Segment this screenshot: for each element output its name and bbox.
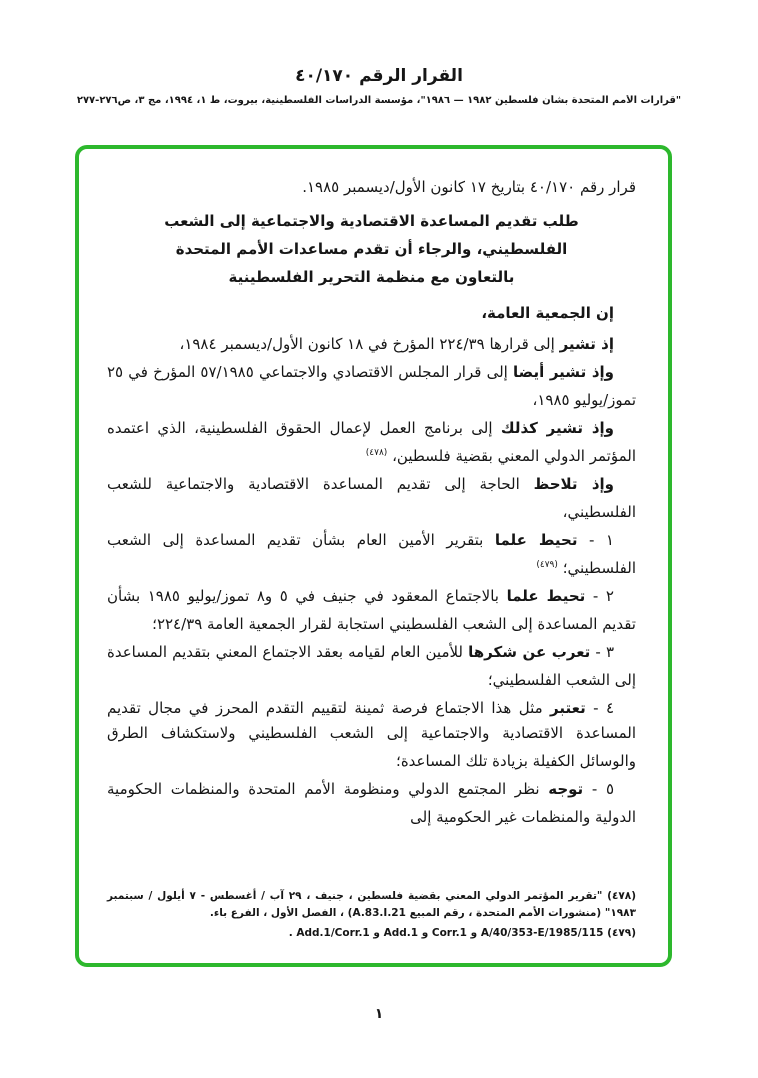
footnote-ref: (٤٧٨)	[365, 448, 388, 458]
paragraph-number: ٢ -	[585, 587, 614, 605]
paragraph-lead: تعتبر	[550, 699, 586, 717]
resolution-heading: قرار رقم ٤٠/١٧٠ بتاريخ ١٧ كانون الأول/ديسمبر ١٩٨٥.	[302, 178, 636, 196]
resolution-paragraph	[107, 329, 636, 357]
paragraph-text: مثل هذا الاجتماع فرصة ثمينة لتقييم التقدم المحرز في مجال تقديم المساعدة الاقتصادية والاجتماعية إلى الشعب الفلسطيني ولاستكشاف الطرق والوسائل الكفيلة بزيادة تلك المساعدة؛	[107, 699, 636, 770]
paragraph-number: ٥ -	[583, 780, 614, 798]
document-frame	[75, 145, 672, 967]
paragraph-text: للأمين العام لقيامه بعقد الاجتماع المعني بتقديم المساعدة إلى الشعب الفلسطيني؛	[107, 643, 636, 689]
resolution-subject: طلب تقديم المساعدة الاقتصادية والاجتماعية إلى الشعب الفلسطيني، والرجاء أن تقدم مساعدات الأمم المتحدة بالتعاون مع منظمة التحرير الفلسطينية	[164, 212, 579, 286]
paragraph-text: إلى برنامج العمل لإعمال الحقوق الفلسطينية، الذي اعتمده المؤتمر الدولي المعني بقضية فلسطين،	[107, 419, 636, 465]
paragraph-number: ٤ -	[585, 699, 614, 717]
paragraph-lead: تعرب عن شكرها	[468, 643, 591, 661]
paragraph-lead: تحيط علما	[494, 531, 578, 549]
paragraph-text: نظر المجتمع الدولي ومنظومة الأمم المتحدة والمنظمات الحكومية الدولية والمنظمات غير الحكومية إلى	[107, 780, 636, 826]
footnote-ref: (٤٧٩)	[536, 560, 558, 570]
paragraph-text: إلى قرارها ٢٢٤/٣٩ المؤرخ في ١٨ كانون الأول/ديسمبر ١٩٨٤،	[179, 335, 555, 353]
resolution-paragraph	[107, 696, 636, 774]
resolution-paragraph	[107, 360, 636, 413]
footnotes-block	[107, 880, 636, 945]
source-citation: "قرارات الأمم المتحدة بشأن فلسطين ١٩٨٢ — ١٩٨٦"، مؤسسة الدراسات الفلسطينية، بيروت، ط ١، ١٩٩٤، مج ٣، ص٢٧٦-٢٧٧	[76, 95, 682, 106]
paragraph-text: بتقرير الأمين العام بشأن تقديم المساعدة إلى الشعب الفلسطيني؛	[107, 531, 636, 577]
paragraph-lead: وإذ تشير كذلك	[500, 419, 614, 437]
page-header	[0, 0, 758, 106]
footnote-text: (٤٧٨) "تقرير المؤتمر الدولي المعني بقضية فلسطين ، جنيف ، ٢٩ آب / أغسطس - ٧ أيلول / سبتمبر ١٩٨٣" (منشورات الأمم المتحدة ، رقم المبيع A.83.I.21) ، الفصل الأول ، الفرع باء.	[107, 890, 637, 919]
paragraph-number: ٣ -	[590, 643, 614, 661]
resolution-paragraph	[107, 640, 636, 693]
page-number: ١	[374, 1006, 384, 1022]
paragraph-lead: وإذ تلاحظ	[533, 475, 614, 493]
resolution-paragraphs	[107, 329, 636, 833]
paragraph-text: بالاجتماع المعقود في جنيف في ٥ و٨ تموز/يوليو ١٩٨٥ بشأن تقديم المساعدة إلى الشعب الفلسطيني استجابة لقرار الجمعية العامة ٢٢٤/٣٩؛	[107, 587, 636, 633]
paragraph-text: إلى قرار المجلس الاقتصادي والاجتماعي ٥٧/١٩٨٥ المؤرخ في ٢٥ تموز/يوليو ١٩٨٥،	[107, 363, 636, 409]
paragraph-lead: وإذ تشير أيضا	[513, 363, 614, 381]
resolution-paragraph	[107, 584, 636, 637]
paragraph-text: الحاجة إلى تقديم المساعدة الاقتصادية والاجتماعية للشعب الفلسطيني،	[107, 475, 636, 521]
resolution-paragraph	[107, 472, 636, 525]
resolution-opening: إن الجمعية العامة،	[481, 304, 614, 322]
page-title: القرار الرقم ٤٠/١٧٠	[295, 66, 463, 86]
paragraph-lead: تحيط علما	[506, 587, 586, 605]
paragraph-lead: توجه	[548, 780, 584, 798]
paragraph-lead: إذ تشير	[559, 335, 614, 353]
resolution-paragraph	[107, 416, 636, 469]
resolution-paragraph	[107, 528, 636, 581]
footnote-text: (٤٧٩) A/40/353-E/1985/115 و Corr.1 و Add.1 و Add.1/Corr.1 .	[288, 927, 636, 939]
paragraph-number: ١ -	[577, 531, 614, 549]
resolution-paragraph	[107, 777, 636, 830]
